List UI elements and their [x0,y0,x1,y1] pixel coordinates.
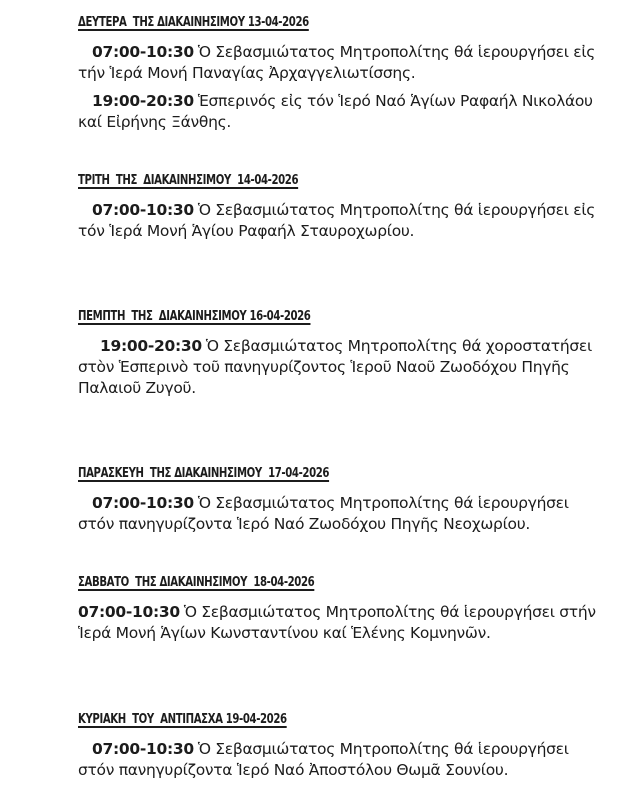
time-range: 19:00-20:30 [92,92,194,110]
entry-text: Ὁ Σεβασμιώτατος Μητροπολίτης θά χοροστατήσει [205,337,592,355]
day-heading: ΠΕΜΠΤΗ ΤΗΣ ΔΙΑΚΑΙΝΗΣΙΜΟΥ 16-04-2026 [78,309,311,324]
entry-text: Ὁ Σεβασμιώτατος Μητροπολίτης θά ἱερουργήσει εἰς [197,201,596,219]
entry-text: καί Εἰρήνης Ξάνθης. [78,113,232,131]
time-range: 07:00-10:30 [92,494,194,512]
entry-text: Ὁ Σεβασμιώτατος Μητροπολίτης θά ἱερουργήσει στήν [183,603,596,621]
time-range: 07:00-10:30 [92,201,194,219]
time-range: 07:00-10:30 [78,603,180,621]
entry-text: Ὁ Σεβασμιώτατος Μητροπολίτης θά ἱερουργήσει εἰς [197,43,596,61]
entry-text: Ἱερά Μονή Ἁγίων Κωνσταντίνου καί Ἑλένης Κομνηνῶν. [78,624,491,642]
schedule-entry [78,91,593,133]
day-heading: ΠΑΡΑΣΚΕΥΗ ΤΗΣ ΔΙΑΚΑΙΝΗΣΙΜΟΥ 17-04-2026 [78,466,330,481]
entry-text: Ἑσπερινός εἰς τόν Ἱερό Ναό Ἁγίων Ραφαήλ Νικολάου [197,92,593,110]
entry-text: στόν πανηγυρίζοντα Ἱερό Ναό Ἀποστόλου Θωμᾶ Σουνίου. [78,761,509,779]
time-range: 07:00-10:30 [92,740,194,758]
section-saturday [78,574,596,644]
day-heading: ΣΑΒΒΑΤΟ ΤΗΣ ΔΙΑΚΑΙΝΗΣΙΜΟΥ 18-04-2026 [78,575,315,590]
schedule-entry [78,42,596,84]
schedule-entry [78,602,596,644]
entry-text: στόν πανηγυρίζοντα Ἱερό Ναό Ζωοδόχου Πηγῆς Νεοχωρίου. [78,515,531,533]
entry-text: στὸν Ἑσπερινὸ τοῦ πανηγυρίζοντος Ἱεροῦ Ναοῦ Ζωοδόχου Πηγῆς [78,358,570,376]
entry-text: Ὁ Σεβασμιώτατος Μητροπολίτης θά ἱερουργήσει [197,740,569,758]
day-heading: ΔΕΥΤΕΡΑ ΤΗΣ ΔΙΑΚΑΙΝΗΣΙΜΟΥ 13-04-2026 [78,15,309,30]
time-range: 07:00-10:30 [92,43,194,61]
schedule-entry [78,200,596,242]
entry-text: Παλαιοῦ Ζυγοῦ. [78,379,196,397]
entry-text: Ὁ Σεβασμιώτατος Μητροπολίτης θά ἱερουργήσει [197,494,569,512]
time-range: 19:00-20:30 [100,337,202,355]
entry-text: τόν Ἱερά Μονή Ἁγίου Ραφαήλ Σταυροχωρίου. [78,222,415,240]
schedule-entry [78,493,582,535]
entry-text: τήν Ἱερά Μονή Παναγίας Ἀρχαγγελιωτίσσης. [78,64,416,82]
schedule-entry [78,739,582,781]
section-thursday [78,308,592,399]
day-heading: ΚΥΡΙΑΚΗ ΤΟΥ ΑΝΤΙΠΑΣΧΑ 19-04-2026 [78,712,287,727]
section-friday [78,465,582,535]
section-monday [78,14,596,133]
schedule-entry [78,336,592,399]
section-sunday-antipascha [78,711,582,781]
day-heading: ΤΡΙΤΗ ΤΗΣ ΔΙΑΚΑΙΝΗΣΙΜΟΥ 14-04-2026 [78,173,299,188]
section-tuesday [78,172,596,242]
